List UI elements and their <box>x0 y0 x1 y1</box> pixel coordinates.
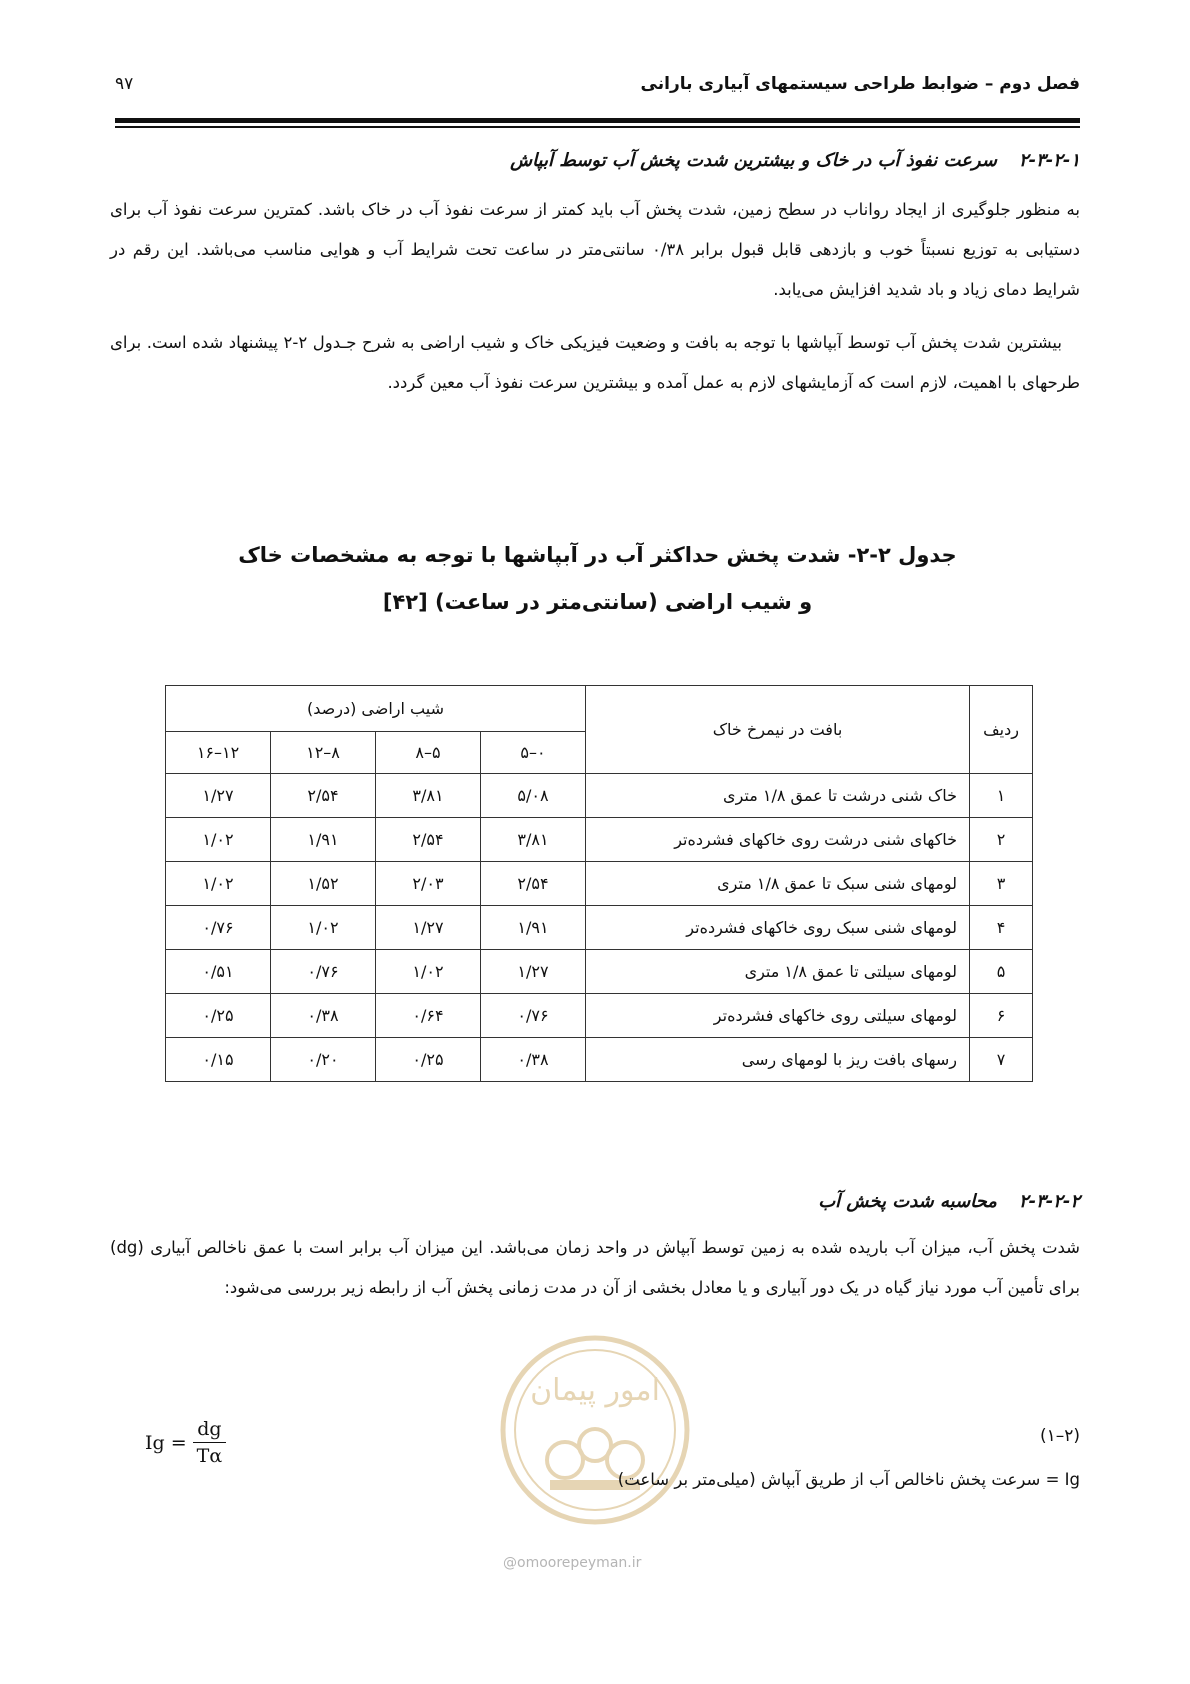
soil-texture: لومهای سیلتی روی خاکهای فشرده‌تر <box>586 994 970 1038</box>
section-number: ۲-۳-۲-۱ <box>1018 150 1080 171</box>
paragraph: بیشترین شدت پخش آب توسط آبپاشها با توجه به بافت و وضعیت فیزیکی خاک و شیب اراضی به شرح جـدول ۲-۲ پیشنهاد شده است. برای طرحهای با اهمیت، لازم است که آزمایشهای لازم به عمل آمده و بیشترین سرعت نفوذ آب معین گردد. <box>110 333 1080 392</box>
row-number: ۵ <box>970 950 1033 994</box>
rate-cell: ۰/۵۱ <box>166 950 271 994</box>
rate-cell: ۱/۰۲ <box>376 950 481 994</box>
rate-cell: ۳/۸۱ <box>481 818 586 862</box>
soil-texture: لومهای سیلتی تا عمق ۱/۸ متری <box>586 950 970 994</box>
soil-texture: رسهای بافت ریز با لومهای رسی <box>586 1038 970 1082</box>
rate-cell: ۱/۵۲ <box>271 862 376 906</box>
rate-cell: ۰/۳۸ <box>481 1038 586 1082</box>
rate-cell: ۱/۲۷ <box>166 774 271 818</box>
rate-cell: ۱/۲۷ <box>481 950 586 994</box>
rate-cell: ۲/۵۴ <box>481 862 586 906</box>
formula-row <box>115 1418 1080 1478</box>
section-number: ۲-۳-۲-۲ <box>1018 1191 1080 1212</box>
table-row <box>166 774 1033 818</box>
table-row <box>166 818 1033 862</box>
rate-cell: ۱/۲۷ <box>376 906 481 950</box>
section-heading-2 <box>818 1191 1080 1212</box>
soil-texture: خاکهای شنی درشت روی خاکهای فشرده‌تر <box>586 818 970 862</box>
paragraph: به منظور جلوگیری از ایجاد رواناب در سطح زمین، شدت پخش آب باید کمتر از سرعت نفوذ آب در خاک باشد. کمترین سرعت نفوذ آب برای دستیابی به توزیع نسبتاً خوب و بازدهی قابل قبول برابر ۰/۳۸ سانتی‌متر در ساعت تحت شرایط آب و هوایی مناسب می‌باشد. این رقم در شرایط دمای زیاد و باد شدید افزایش می‌یابد. <box>110 200 1080 299</box>
rate-cell: ۵/۰۸ <box>481 774 586 818</box>
rate-cell: ۰/۲۵ <box>376 1038 481 1082</box>
variable-definition: Ig = سرعت پخش ناخالص آب از طریق آبپاش (میلی‌متر بر ساعت) <box>617 1470 1080 1489</box>
rate-cell: ۲/۰۳ <box>376 862 481 906</box>
equation-fraction <box>193 1418 227 1467</box>
rate-cell: ۱/۹۱ <box>481 906 586 950</box>
table-header-texture: بافت در نیمرخ خاک <box>586 686 970 774</box>
slope-range-header: ۱۲–۱۶ <box>166 732 271 774</box>
table-row <box>166 1038 1033 1082</box>
row-number: ۷ <box>970 1038 1033 1082</box>
row-number: ۲ <box>970 818 1033 862</box>
table-row <box>166 862 1033 906</box>
table-header-row: ردیف <box>970 686 1033 774</box>
rate-cell: ۲/۵۴ <box>271 774 376 818</box>
soil-texture: لومهای شنی سبک روی خاکهای فشرده‌تر <box>586 906 970 950</box>
row-number: ۳ <box>970 862 1033 906</box>
equation-denominator: Tα <box>196 1445 223 1467</box>
running-header <box>115 74 1080 106</box>
svg-text:امور پیمان: امور پیمان <box>530 1373 660 1408</box>
table-header-slope: شیب اراضی (درصد) <box>166 686 586 732</box>
table-caption-line1: جدول ۲-۲- شدت پخش حداکثر آب در آبپاشها با توجه به مشخصات خاک <box>238 543 957 567</box>
equation-numerator: dg <box>193 1418 225 1443</box>
rate-cell: ۰/۶۴ <box>376 994 481 1038</box>
slope-range-header: ۸–۱۲ <box>271 732 376 774</box>
header-rule-thick <box>115 118 1080 123</box>
page-number: ۹۷ <box>115 74 134 94</box>
rate-cell: ۱/۹۱ <box>271 818 376 862</box>
rate-cell: ۱/۰۲ <box>166 818 271 862</box>
rate-cell: ۰/۲۵ <box>166 994 271 1038</box>
section-title: سرعت نفوذ آب در خاک و بیشترین شدت پخش آب توسط آبپاش <box>510 150 997 171</box>
watermark-site: @omoorepeyman.ir <box>503 1555 642 1571</box>
table-caption-line2: و شیب اراضی (سانتی‌متر در ساعت) [۴۲] <box>382 590 813 614</box>
table-row <box>166 950 1033 994</box>
soil-texture: خاک شنی درشت تا عمق ۱/۸ متری <box>586 774 970 818</box>
row-number: ۱ <box>970 774 1033 818</box>
section-heading-1 <box>510 150 1080 171</box>
rate-cell: ۰/۳۸ <box>271 994 376 1038</box>
equation-number: (۲–۱) <box>1039 1426 1080 1446</box>
slope-range-header: ۰–۵ <box>481 732 586 774</box>
rate-cell: ۰/۱۵ <box>166 1038 271 1082</box>
table-row <box>166 994 1033 1038</box>
section-title: محاسبه شدت پخش آب <box>818 1191 997 1212</box>
rate-cell: ۰/۲۰ <box>271 1038 376 1082</box>
equation-lhs: Ig = <box>145 1431 187 1454</box>
soil-texture: لومهای شنی سبک تا عمق ۱/۸ متری <box>586 862 970 906</box>
rate-cell: ۰/۷۶ <box>166 906 271 950</box>
rate-cell: ۰/۷۶ <box>481 994 586 1038</box>
header-title: فصل دوم – ضوابط طراحی سیستمهای آبیاری بارانی <box>640 74 1080 94</box>
row-number: ۶ <box>970 994 1033 1038</box>
header-rule-thin <box>115 126 1080 128</box>
rate-cell: ۲/۵۴ <box>376 818 481 862</box>
rate-cell: ۱/۰۲ <box>166 862 271 906</box>
rate-cell: ۱/۰۲ <box>271 906 376 950</box>
rate-cell: ۳/۸۱ <box>376 774 481 818</box>
rate-cell: ۰/۷۶ <box>271 950 376 994</box>
slope-range-header: ۵–۸ <box>376 732 481 774</box>
equation <box>145 1418 226 1467</box>
row-number: ۴ <box>970 906 1033 950</box>
paragraph: شدت پخش آب، میزان آب باریده شده به زمین توسط آبپاش در واحد زمان می‌باشد. این میزان آب برابر است با عمق ناخالص آبیاری (dg) برای تأمین آب مورد نیاز گیاه در یک دور آبیاری و یا معادل بخشی از آن در مدت زمانی پخش آب از رابطه زیر بررسی می‌شود: <box>110 1238 1080 1297</box>
table-row <box>166 906 1033 950</box>
soil-infiltration-table <box>165 685 1033 1082</box>
